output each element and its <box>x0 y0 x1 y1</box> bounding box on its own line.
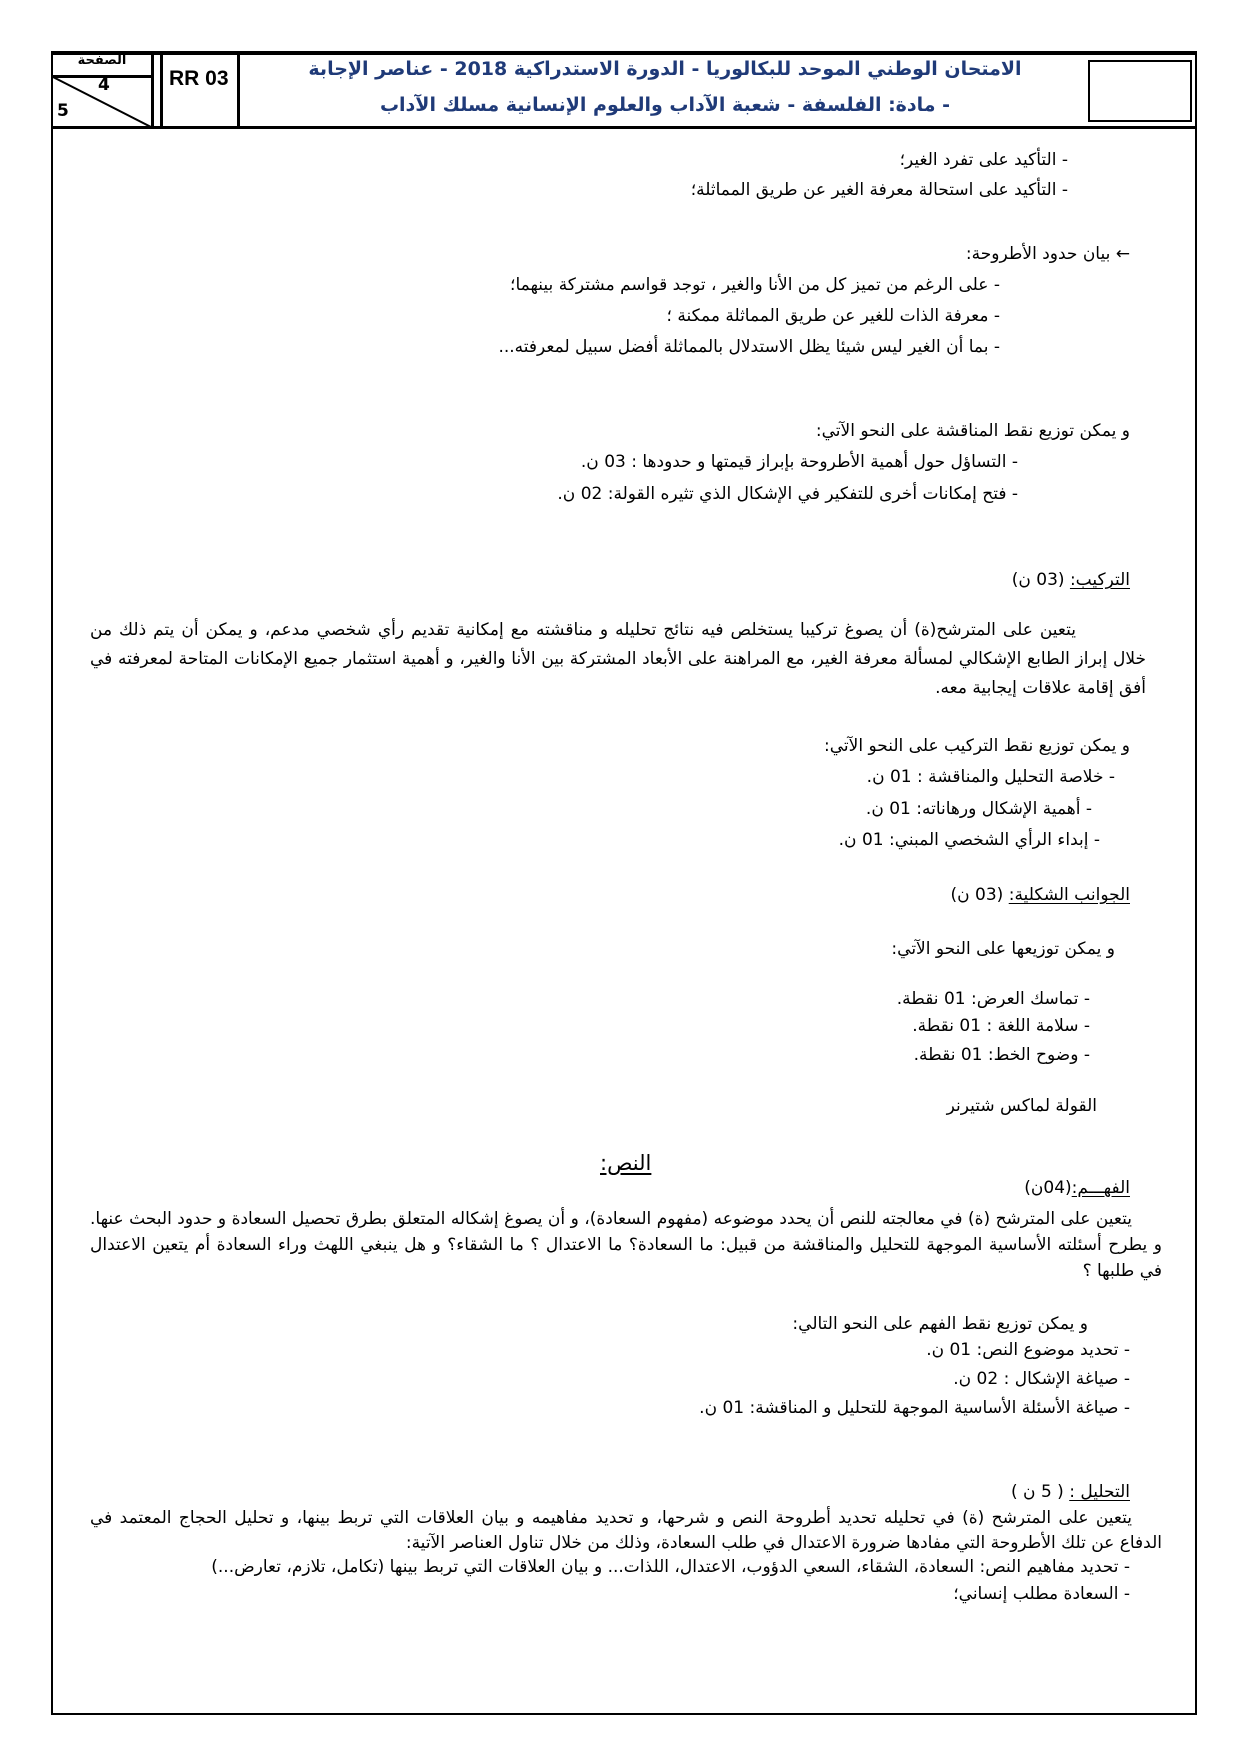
quote-author: القولة لماكس شتيرنر <box>946 1096 1097 1116</box>
text-heading <box>600 1151 651 1175</box>
comprehension-dist-title: و يمكن توزيع نقط الفهم على النحو التالي: <box>792 1314 1088 1334</box>
heading-text: النص: <box>600 1151 652 1175</box>
page-label: الصفحة <box>53 53 151 78</box>
points: ( 5 ن ) <box>1011 1482 1064 1502</box>
list-item: - تحديد موضوع النص: 01 ن. <box>926 1340 1130 1360</box>
heading-text: الجوانب الشكلية: <box>1008 885 1130 905</box>
list-item: - على الرغم من تميز كل من الأنا والغير ، توجد قواسم مشتركة بينهما؛ <box>510 275 1000 295</box>
line: - التأكيد على استحالة معرفة الغير عن طريق المماثلة؛ <box>690 180 1068 200</box>
comprehension-heading <box>1024 1178 1130 1198</box>
list-item: - بما أن الغير ليس شيئا يظل الاستدلال بالمماثلة أفضل سبيل لمعرفته... <box>498 337 1000 357</box>
points: (03 ن) <box>1011 570 1065 590</box>
comprehension-paragraph: يتعين على المترشح (ة) في معالجته للنص أن يحدد موضوعه (مفهوم السعادة)، و أن يصوغ إشكاله المتعلق بطرق تحصيل السعادة و حدود البحث عنها. و يطرح أسئلته الأساسية الموجهة للتحليل والمناقشة من قبيل: ما السعادة؟ ما الاعتدال ؟ ما الشقاء؟ و هل ينبغي اللهث وراء السعادة أم يتعين الاعتدال في طلبها ؟ <box>90 1209 1162 1281</box>
list-item: - السعادة مطلب إنساني؛ <box>953 1584 1130 1604</box>
list-item: - تماسك العرض: 01 نقطة. <box>896 989 1090 1009</box>
page-current: 4 <box>98 75 110 95</box>
list-item: - أهمية الإشكال ورهاناته: 01 ن. <box>865 799 1092 819</box>
list-item: - إبداء الرأي الشخصي المبني: 01 ن. <box>838 830 1100 850</box>
points: (03 ن) <box>950 885 1004 905</box>
analysis-paragraph: يتعين على المترشح (ة) في تحليله تحديد أطروحة النص و شرحها، و تحديد مفاهيمه و بيان العلاقات التي تربط بينها، و تحليل الحجاج المعتمد في الدفاع عن تلك الأطروحة التي مفادها ضرورة الاعتدال في طلب السعادة، وذلك من خلال تناول العناصر الآتية: <box>90 1508 1162 1553</box>
page-total: 5 <box>57 101 69 121</box>
header-title: الامتحان الوطني الموحد للبكالوريا - الدورة الاستدراكية 2018 - عناصر الإجابة <box>308 58 1022 80</box>
page-number-box <box>53 53 154 127</box>
header-subtitle: - مادة: الفلسفة - شعبة الآداب والعلوم الإنسانية مسلك الآداب <box>379 94 951 116</box>
exam-code: RR 03 <box>160 53 240 127</box>
synthesis-heading <box>1012 570 1130 590</box>
formal-dist-title: و يمكن توزيعها على النحو الآتي: <box>891 939 1115 959</box>
points: (04ن) <box>1024 1178 1072 1198</box>
page-frame <box>51 51 1197 1715</box>
heading-text: الفهـــم: <box>1071 1178 1130 1198</box>
heading-text: التحليل : <box>1069 1482 1130 1502</box>
synthesis-paragraph: يتعين على المترشح(ة) أن يصوغ تركيبا يستخلص فيه نتائج تحليله و مناقشته مع إمكانية تقديم رأي شخصي مدعم، و يمكن أن يتم ذلك من خلال إبراز الطابع الإشكالي لمسألة معرفة الغير، مع المراهنة على الأبعاد المشتركة بين الأنا والغير، و أهمية استثمار جميع الإمكانات المتاحة لمعرفته في أفق إقامة علاقات إيجابية معه. <box>90 620 1146 698</box>
list-item: - وضوح الخط: 01 نقطة. <box>913 1045 1090 1065</box>
list-item: - صياغة الإشكال : 02 ن. <box>953 1369 1130 1389</box>
list-item: - خلاصة التحليل والمناقشة : 01 ن. <box>866 767 1115 787</box>
list-item: - فتح إمكانات أخرى للتفكير في الإشكال الذي تثيره القولة: 02 ن. <box>557 484 1018 504</box>
synthesis-dist-title: و يمكن توزيع نقط التركيب على النحو الآتي: <box>824 736 1130 756</box>
discussion-title: و يمكن توزيع نقط المناقشة على النحو الآتي: <box>815 421 1130 441</box>
line: - التأكيد على تفرد الغير؛ <box>899 150 1068 170</box>
list-item: - تحديد مفاهيم النص: السعادة، الشقاء، السعي الدؤوب، الاعتدال، اللذات... و بيان العلاقات التي تربط بينها (تكامل، تلازم، تعارض...) <box>211 1557 1130 1577</box>
analysis-heading <box>1011 1482 1130 1502</box>
limits-title: ← بيان حدود الأطروحة: <box>965 244 1130 264</box>
list-item: - معرفة الذات للغير عن طريق المماثلة ممكنة ؛ <box>666 306 1000 326</box>
heading-text: التركيب: <box>1069 570 1130 590</box>
list-item: - سلامة اللغة : 01 نقطة. <box>912 1016 1090 1036</box>
list-item: - صياغة الأسئلة الأساسية الموجهة للتحليل و المناقشة: 01 ن. <box>699 1398 1130 1418</box>
list-item: - التساؤل حول أهمية الأطروحة بإبراز قيمتها و حدودها : 03 ن. <box>580 452 1018 472</box>
formal-heading <box>951 885 1131 905</box>
empty-box <box>1088 60 1192 122</box>
